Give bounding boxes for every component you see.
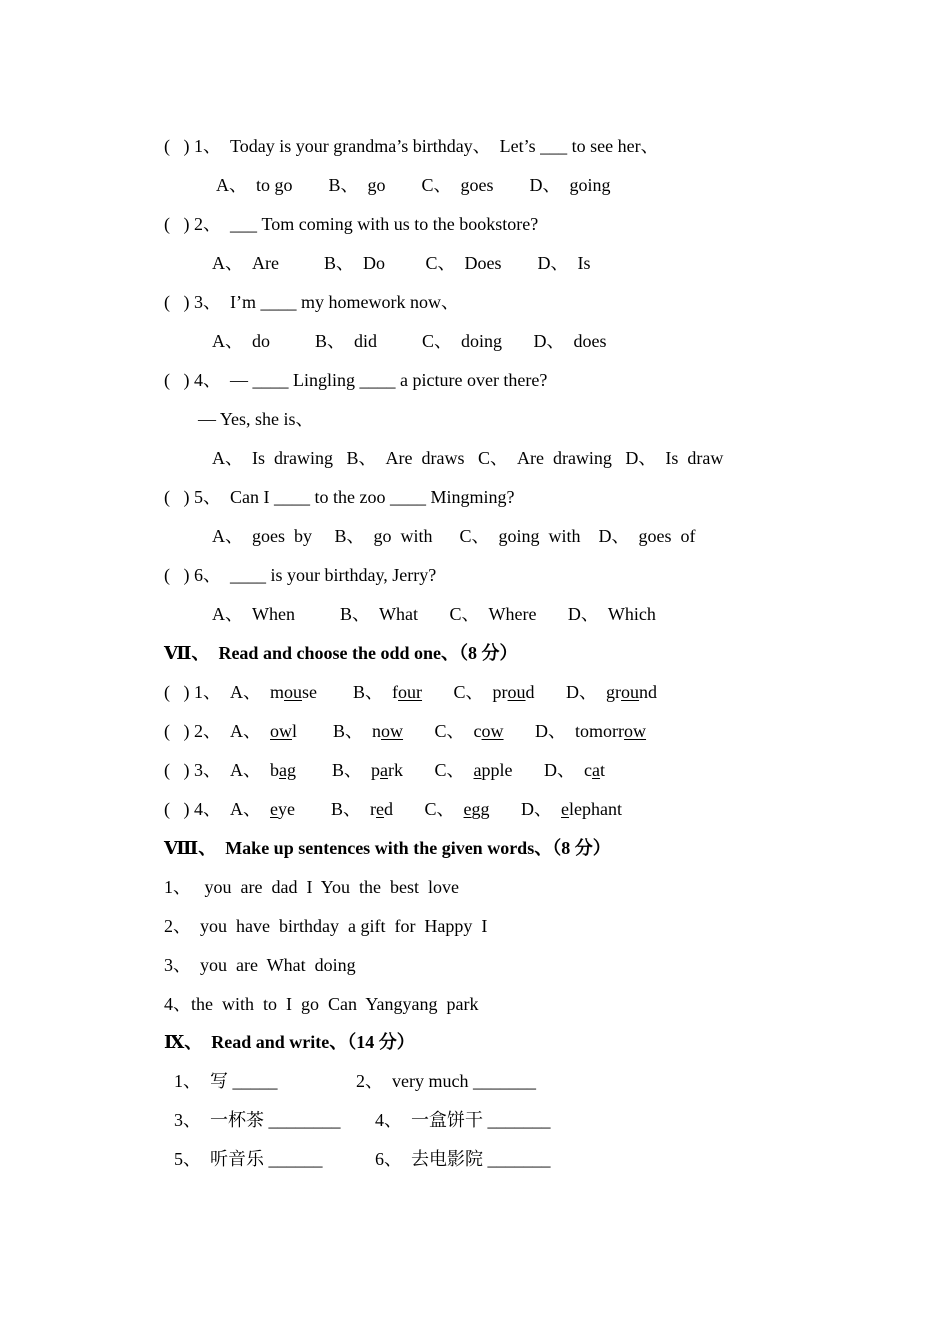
section-7-heading: Ⅶ、 Read and choose the odd one、（8 分） [164, 643, 518, 663]
sentence-item-3: 3、 you are What doing [164, 955, 356, 975]
option-b-word: red [370, 799, 394, 819]
write-item-4: 4、 一盒饼干 _______ [375, 1110, 551, 1130]
question-4-stem: ( ) 4、 — ____ Lingling ____ a picture over there? [164, 370, 548, 390]
write-item-1: 1、 写 _____ [174, 1071, 278, 1091]
write-item-3: 3、 一杯茶 ________ [174, 1110, 341, 1130]
section-8-heading: Ⅷ、 Make up sentences with the given words、（8 分） [164, 838, 611, 858]
option-b-word: now [372, 721, 404, 741]
odd-one-row-1: ( ) 1、 A、 mouse B、 four C、 proud D、 ground [164, 682, 658, 702]
option-a-word: bag [270, 760, 296, 780]
option-b-word: park [371, 760, 404, 780]
write-item-6: 6、 去电影院 _______ [375, 1149, 551, 1169]
option-c-word: egg [463, 799, 490, 819]
sentence-item-4: 4、the with to I go Can Yangyang park [164, 994, 479, 1014]
question-1-options: A、 to go B、 go C、 goes D、 going [216, 175, 611, 195]
question-4-options: A、 Is drawing B、 Are draws C、 Are drawing D、 Is draw [212, 448, 724, 468]
write-item-5: 5、 听音乐 ______ [174, 1149, 323, 1169]
option-d-word: elephant [561, 799, 623, 819]
question-1-stem: ( ) 1、 Today is your grandma’s birthday、 Let’s ___ to see her、 [164, 136, 659, 156]
question-5-options: A、 goes by B、 go with C、 going with D、 goes of [212, 526, 696, 546]
question-4-reply: — Yes, she is、 [198, 409, 314, 429]
sentence-item-2: 2、 you have birthday a gift for Happy I [164, 916, 488, 936]
question-6-stem: ( ) 6、 ____ is your birthday, Jerry? [164, 565, 437, 585]
write-item-2: 2、 very much _______ [356, 1071, 536, 1091]
odd-one-row-4: ( ) 4、 A、 eye B、 red C、 egg D、 elephant [164, 799, 623, 819]
option-a-word: eye [270, 799, 295, 819]
option-c-word: proud [492, 682, 535, 702]
odd-one-row-2: ( ) 2、 A、 owl B、 now C、 cow D、 tomorrow [164, 721, 647, 741]
option-d-word: tomorrow [575, 721, 647, 741]
question-2-options: A、 Are B、 Do C、 Does D、 Is [212, 253, 591, 273]
section-9-heading: Ⅸ、 Read and write、（14 分） [164, 1032, 415, 1052]
odd-one-row-3: ( ) 3、 A、 bag B、 park C、 apple D、 cat [164, 760, 606, 780]
option-c-word: cow [473, 721, 504, 741]
option-c-word: apple [473, 760, 513, 780]
question-3-stem: ( ) 3、 I’m ____ my homework now、 [164, 292, 459, 312]
question-6-options: A、 When B、 What C、 Where D、 Which [212, 604, 656, 624]
question-2-stem: ( ) 2、 ___ Tom coming with us to the bookstore? [164, 214, 539, 234]
option-d-word: cat [584, 760, 606, 780]
question-5-stem: ( ) 5、 Can I ____ to the zoo ____ Mingming? [164, 487, 515, 507]
option-a-word: mouse [270, 682, 318, 702]
question-3-options: A、 do B、 did C、 doing D、 does [212, 331, 607, 351]
option-d-word: ground [606, 682, 658, 702]
option-b-word: four [392, 682, 423, 702]
option-a-word: owl [270, 721, 298, 741]
sentence-item-1: 1、 you are dad I You the best love [164, 877, 459, 897]
